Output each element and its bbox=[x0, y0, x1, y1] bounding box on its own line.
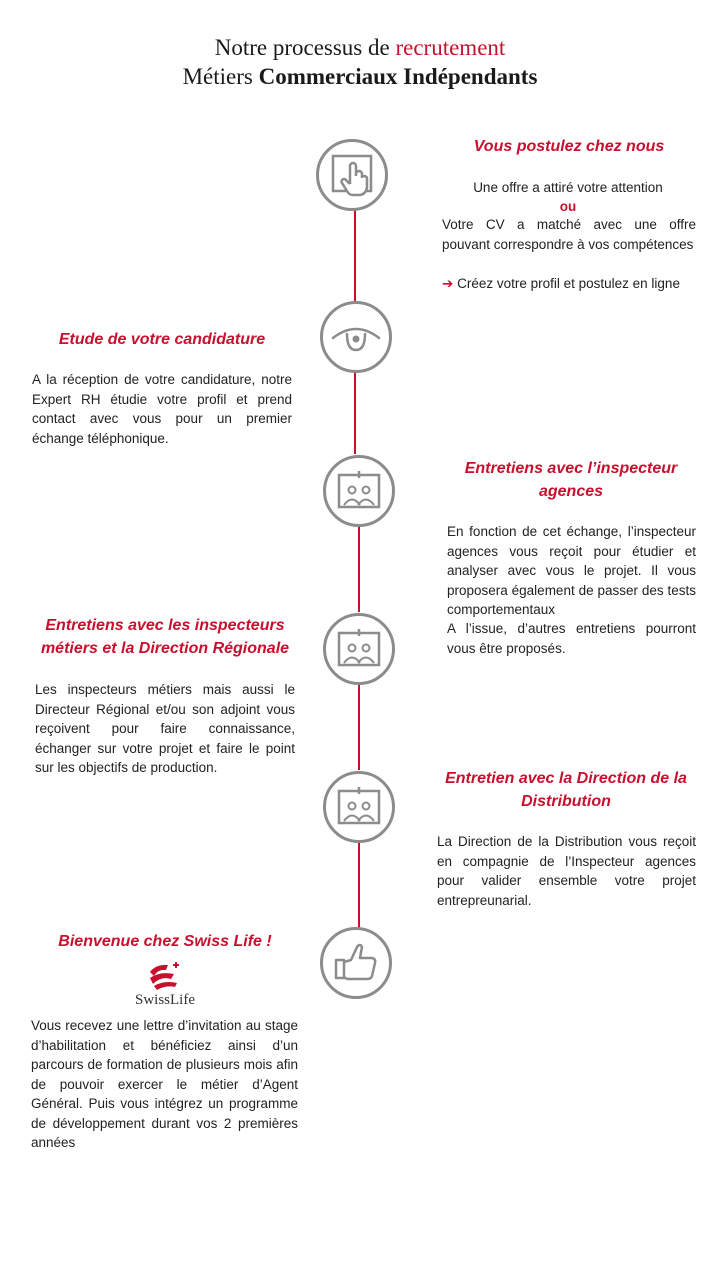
step-1-or: ou bbox=[559, 199, 577, 214]
step-5-circle bbox=[323, 771, 395, 843]
thumbs-up-icon bbox=[323, 930, 389, 996]
meeting-icon bbox=[326, 616, 392, 682]
step-6-text: Vous recevez une lettre d’invitation au stage d’habilitation et bénéficiez ainsi d’un parcours de formation de plusieurs mois afin de pouvoir exercer le métier d’Agent Général. Puis vous intégrez un programme de développement durant vos 2 premières années bbox=[31, 1018, 298, 1150]
meeting-icon bbox=[326, 458, 392, 524]
swisslife-logo bbox=[120, 962, 210, 1012]
step-6-circle bbox=[320, 927, 392, 999]
step-3-text-2: A l’issue, d’autres entretiens pourront vous être proposés. bbox=[447, 621, 696, 656]
page-title bbox=[0, 33, 720, 91]
step-4-title: Entretiens avec les inspecteurs métiers et la Direction Régionale bbox=[40, 617, 290, 657]
step-3-title: Entretiens avec l’inspecteur agences bbox=[464, 460, 678, 500]
step-4-text: Les inspecteurs métiers mais aussi le Directeur Régional et/ou son adjoint vous reçoivent pour faire connaissance, échanger sur votre projet et faire le point sur les objectifs de production. bbox=[35, 682, 295, 775]
step-6-title: Bienvenue chez Swiss Life ! bbox=[58, 933, 272, 950]
eye-icon bbox=[323, 304, 389, 370]
title-line-2: Métiers Commerciaux Indépendants bbox=[182, 64, 538, 89]
swisslife-wordmark: SwissLife bbox=[135, 992, 195, 1008]
meeting-icon bbox=[326, 774, 392, 840]
step-3-circle bbox=[323, 455, 395, 527]
step-5-text: La Direction de la Distribution vous reçoit en compagnie de l’Inspecteur agences pour valider ensemble votre projet entrepreunarial. bbox=[437, 834, 696, 908]
step-1-line-1: Une offre a attiré votre attention bbox=[473, 180, 663, 195]
swisslife-logo-icon bbox=[146, 962, 182, 990]
step-1-line-2: Votre CV a matché avec une offre pouvant correspondre à vos compétences bbox=[442, 217, 696, 252]
timeline-connector bbox=[358, 527, 360, 612]
step-3-text: En fonction de cet échange, l’inspecteur agences vous reçoit pour étudier et analyser avec vous le projet. Il vous proposera également de passer des tests comportementaux bbox=[447, 524, 696, 617]
step-2-text: A la réception de votre candidature, notre Expert RH étudie votre profil et prend contact avec vous pour un premier échange téléphonique. bbox=[32, 372, 292, 446]
timeline-connector bbox=[358, 843, 360, 928]
timeline-connector bbox=[354, 372, 356, 454]
step-1-line-3: ➔ Créez votre profil et postulez en ligne bbox=[442, 276, 680, 291]
step-5-title: Entretien avec la Direction de la Distribution bbox=[445, 770, 687, 810]
step-2-title: Etude de votre candidature bbox=[58, 331, 266, 348]
arrow-right-icon: ➔ bbox=[442, 276, 454, 291]
timeline-connector bbox=[354, 210, 356, 302]
title-line-1: Notre processus de recrutement bbox=[214, 35, 506, 60]
step-1-title: Vous postulez chez nous bbox=[473, 138, 665, 155]
touch-screen-icon bbox=[319, 142, 385, 208]
timeline-connector bbox=[358, 685, 360, 770]
step-2-circle bbox=[320, 301, 392, 373]
step-4-circle bbox=[323, 613, 395, 685]
step-1-circle bbox=[316, 139, 388, 211]
